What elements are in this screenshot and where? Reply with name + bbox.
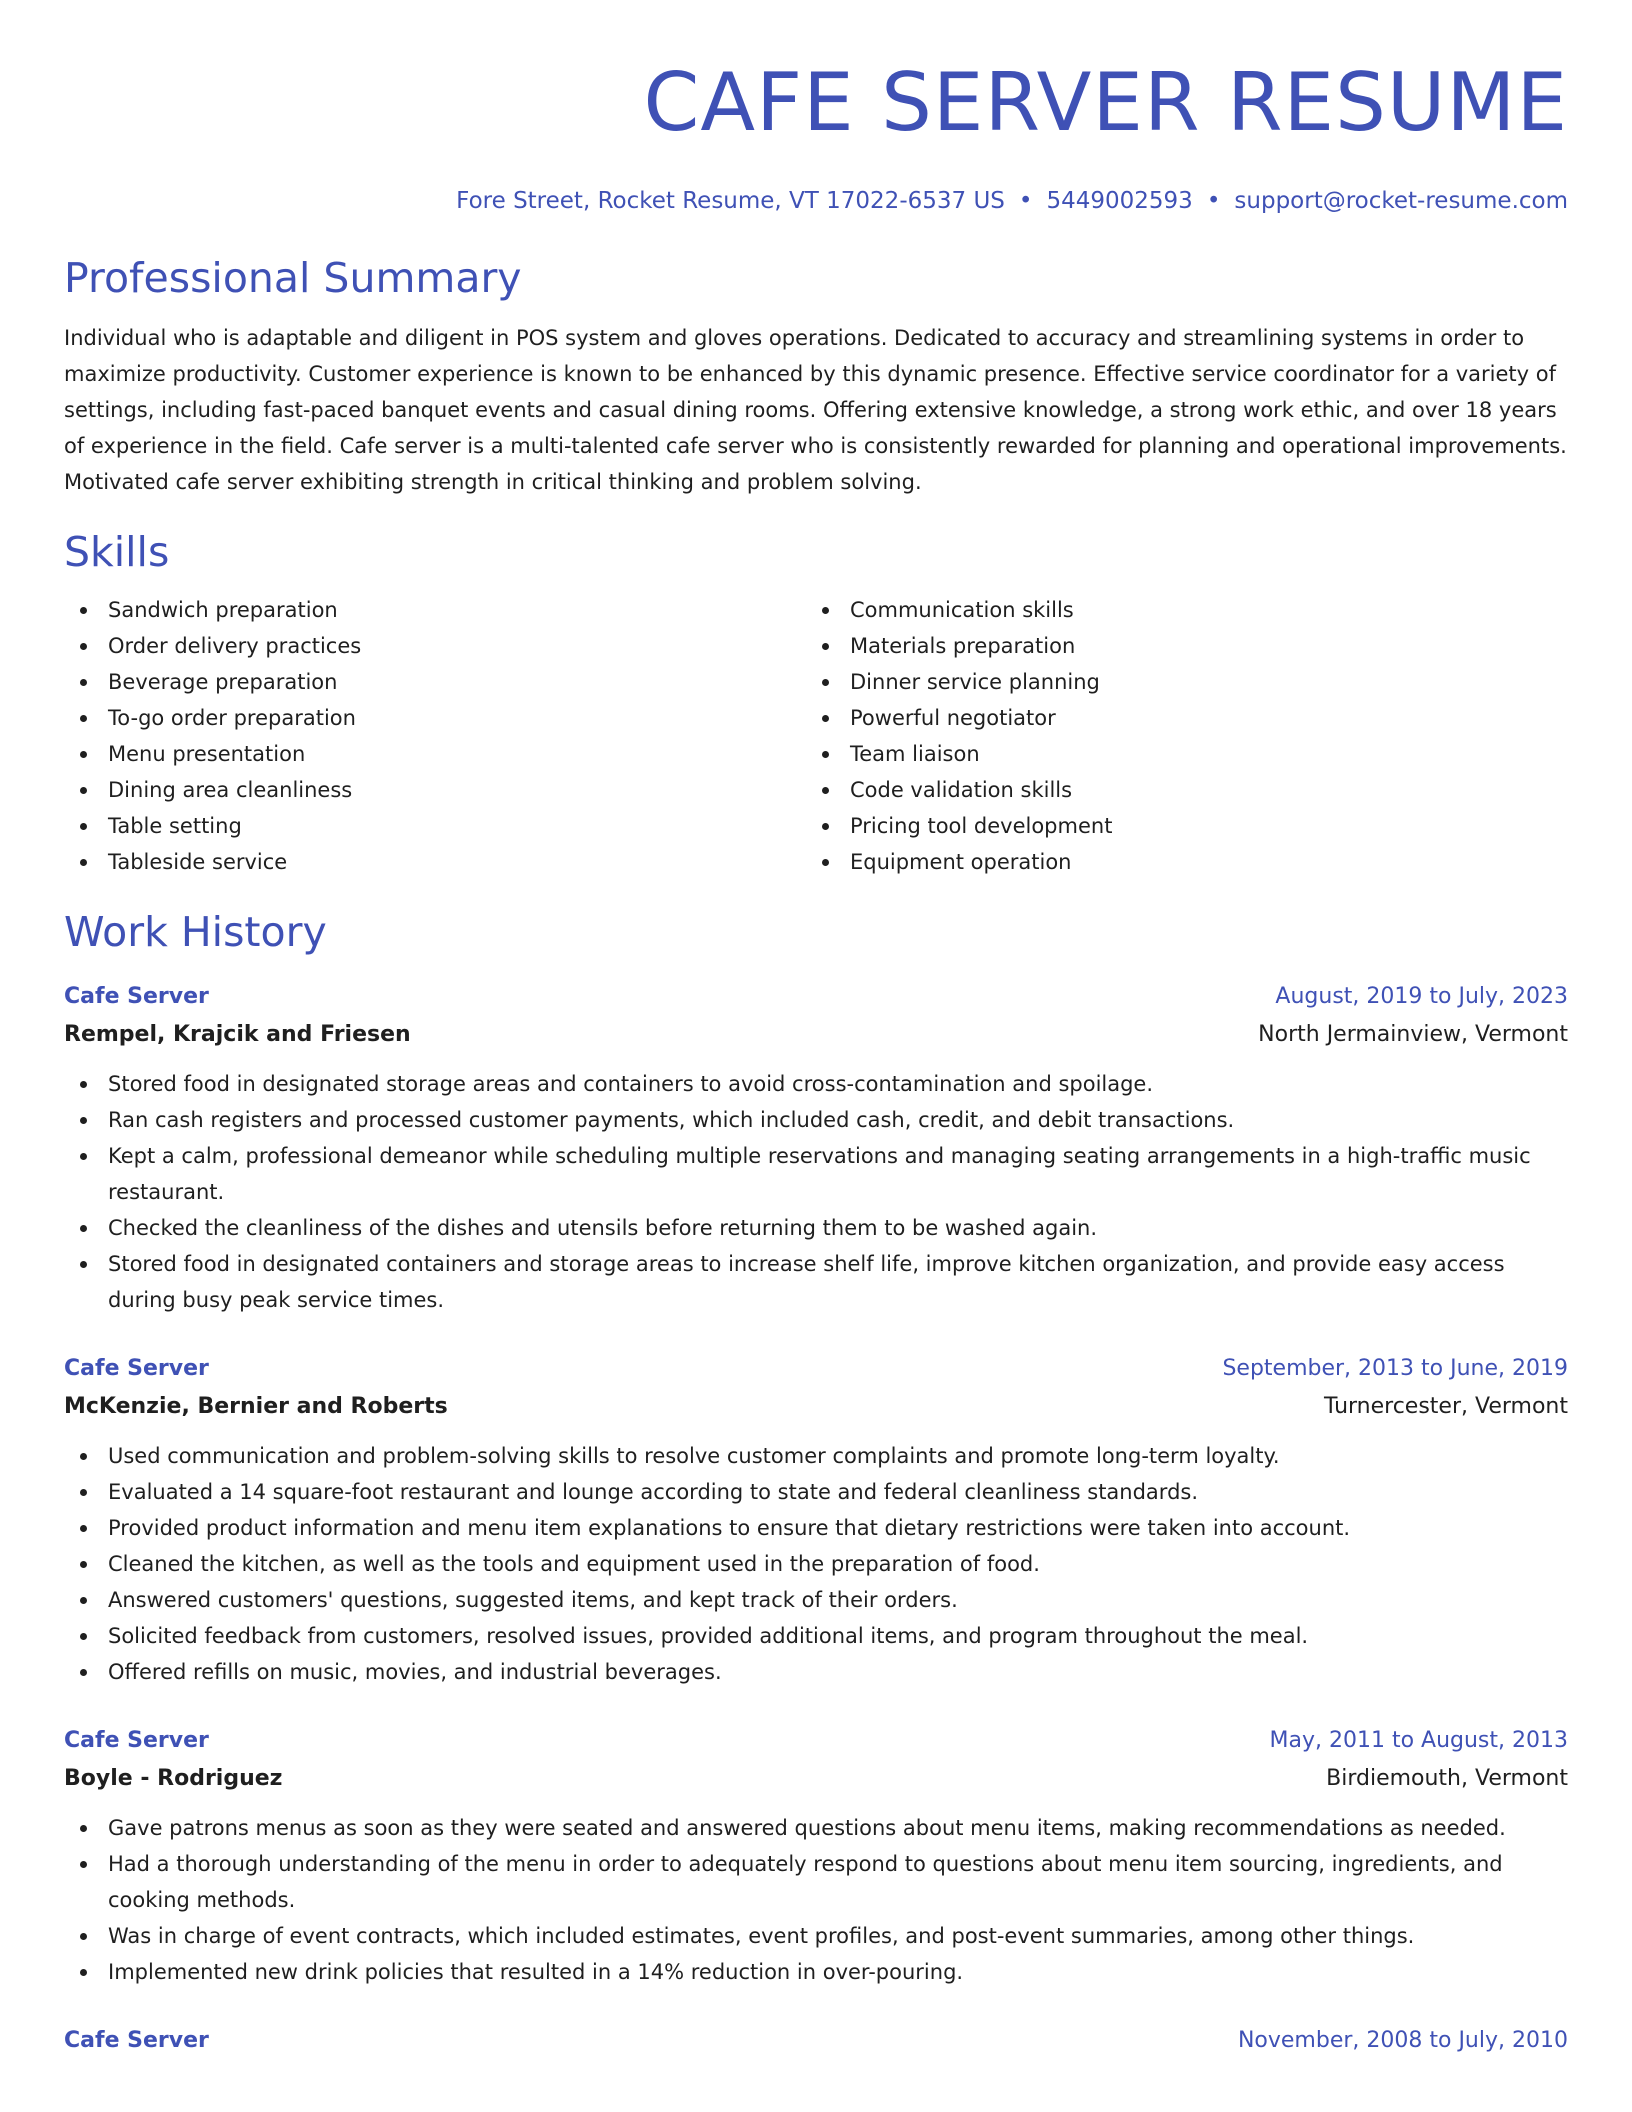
contact-separator: • (1206, 188, 1221, 214)
skill-item: Menu presentation (64, 736, 806, 772)
job-location: North Jermainview, Vermont (1258, 1022, 1568, 1047)
skill-item: Table setting (64, 808, 806, 844)
resume-title: CAFE SERVER RESUME (643, 56, 1568, 149)
skill-item: Order delivery practices (64, 628, 806, 664)
job-location: Turnercester, Vermont (1323, 1394, 1568, 1419)
job-header (64, 1350, 1568, 1388)
skill-item: Powerful negotiator (806, 700, 1548, 736)
job-header (64, 1722, 1568, 1760)
skills-heading: Skills (64, 528, 170, 576)
contact-separator: • (1018, 188, 1033, 214)
company-name: McKenzie, Bernier and Roberts (64, 1394, 448, 1419)
skill-item: To-go order preparation (64, 700, 806, 736)
work-history-heading: Work History (64, 908, 327, 956)
skill-item: Pricing tool development (806, 808, 1548, 844)
job-duties (64, 1438, 1568, 1690)
contact-phone: 5449002593 (1046, 188, 1193, 214)
job-location: Birdiemouth, Vermont (1326, 1766, 1568, 1791)
job-dates: September, 2013 to June, 2019 (1222, 1356, 1568, 1381)
job-header (64, 978, 1568, 1016)
job-title: Cafe Server (64, 1356, 209, 1381)
duty-item: Gave patrons menus as soon as they were seated and answered questions about menu items, making recommendations as needed. (64, 1810, 1548, 1846)
company-name: Rempel, Krajcik and Friesen (64, 1022, 411, 1047)
skill-item: Equipment operation (806, 844, 1548, 880)
skill-item: Dining area cleanliness (64, 772, 806, 808)
duty-item: Cleaned the kitchen, as well as the tools and equipment used in the preparation of food. (64, 1546, 1548, 1582)
job-dates: November, 2008 to July, 2010 (1237, 2028, 1568, 2053)
duty-item: Provided product information and menu item explanations to ensure that dietary restrictions were taken into account. (64, 1510, 1548, 1546)
resume-page (64, 0, 1568, 2060)
contact-email: support@rocket-resume.com (1234, 188, 1568, 214)
job-employer (64, 1388, 1568, 1426)
duty-item: Was in charge of event contracts, which included estimates, event profiles, and post-event summaries, among other things. (64, 1918, 1548, 1954)
duty-item: Kept a calm, professional demeanor while scheduling multiple reservations and managing seating arrangements in a high-traffic music restaurant. (64, 1138, 1548, 1210)
skill-item: Communication skills (806, 592, 1548, 628)
duty-item: Solicited feedback from customers, resolved issues, provided additional items, and program throughout the meal. (64, 1618, 1548, 1654)
duty-item: Evaluated a 14 square-foot restaurant and lounge according to state and federal cleanliness standards. (64, 1474, 1548, 1510)
skills-column-left (64, 592, 806, 880)
job-header (64, 2022, 1568, 2060)
duty-item: Offered refills on music, movies, and industrial beverages. (64, 1654, 1548, 1690)
job-duties (64, 1066, 1568, 1318)
job-entry (64, 2022, 1568, 2060)
job-entry (64, 1350, 1568, 1690)
duty-item: Ran cash registers and processed customer payments, which included cash, credit, and debit transactions. (64, 1102, 1548, 1138)
duty-item: Stored food in designated storage areas and containers to avoid cross-contamination and spoilage. (64, 1066, 1548, 1102)
job-entry (64, 1722, 1568, 1990)
job-dates: August, 2019 to July, 2023 (1275, 984, 1568, 1009)
job-title: Cafe Server (64, 984, 209, 1009)
duty-item: Had a thorough understanding of the menu in order to adequately respond to questions about menu item sourcing, ingredients, and cooking methods. (64, 1846, 1548, 1918)
summary-text: Individual who is adaptable and diligent in POS system and gloves operations. Dedicated to accuracy and streamlining systems in order to maximize productivity. Customer experience is known to be enhanced by this dynamic presence. Effective service coordinator for a variety of settings, including fast-paced banquet events and casual dining rooms. Offering extensive knowledge, a strong work ethic, and over 18 years of experience in the field. Cafe server is a multi-talented cafe server who is consistently rewarded for planning and operational improvements. Motivated cafe server exhibiting strength in critical thinking and problem solving. (64, 326, 1567, 494)
skill-item: Dinner service planning (806, 664, 1548, 700)
company-name: Boyle - Rodriguez (64, 1766, 283, 1791)
job-entry (64, 978, 1568, 1318)
duty-item: Stored food in designated containers and storage areas to increase shelf life, improve kitchen organization, and provide easy access during busy peak service times. (64, 1246, 1548, 1318)
job-employer (64, 1016, 1568, 1054)
skills-column-right (806, 592, 1548, 880)
job-title: Cafe Server (64, 1728, 209, 1753)
job-title: Cafe Server (64, 2028, 209, 2053)
skill-item: Beverage preparation (64, 664, 806, 700)
summary-heading: Professional Summary (64, 254, 522, 302)
duty-item: Answered customers' questions, suggested items, and kept track of their orders. (64, 1582, 1548, 1618)
skill-item: Materials preparation (806, 628, 1548, 664)
duty-item: Used communication and problem-solving skills to resolve customer complaints and promote long-term loyalty. (64, 1438, 1548, 1474)
duty-item: Checked the cleanliness of the dishes and utensils before returning them to be washed again. (64, 1210, 1548, 1246)
skill-item: Team liaison (806, 736, 1548, 772)
job-duties (64, 1810, 1568, 1990)
contact-line (64, 184, 1568, 218)
skill-item: Code validation skills (806, 772, 1548, 808)
contact-address: Fore Street, Rocket Resume, VT 17022-6537 US (456, 188, 1005, 214)
skill-item: Tableside service (64, 844, 806, 880)
job-dates: May, 2011 to August, 2013 (1269, 1728, 1568, 1753)
skills-list (64, 592, 1568, 880)
duty-item: Implemented new drink policies that resulted in a 14% reduction in over-pouring. (64, 1954, 1548, 1990)
skill-item: Sandwich preparation (64, 592, 806, 628)
job-employer (64, 1760, 1568, 1798)
